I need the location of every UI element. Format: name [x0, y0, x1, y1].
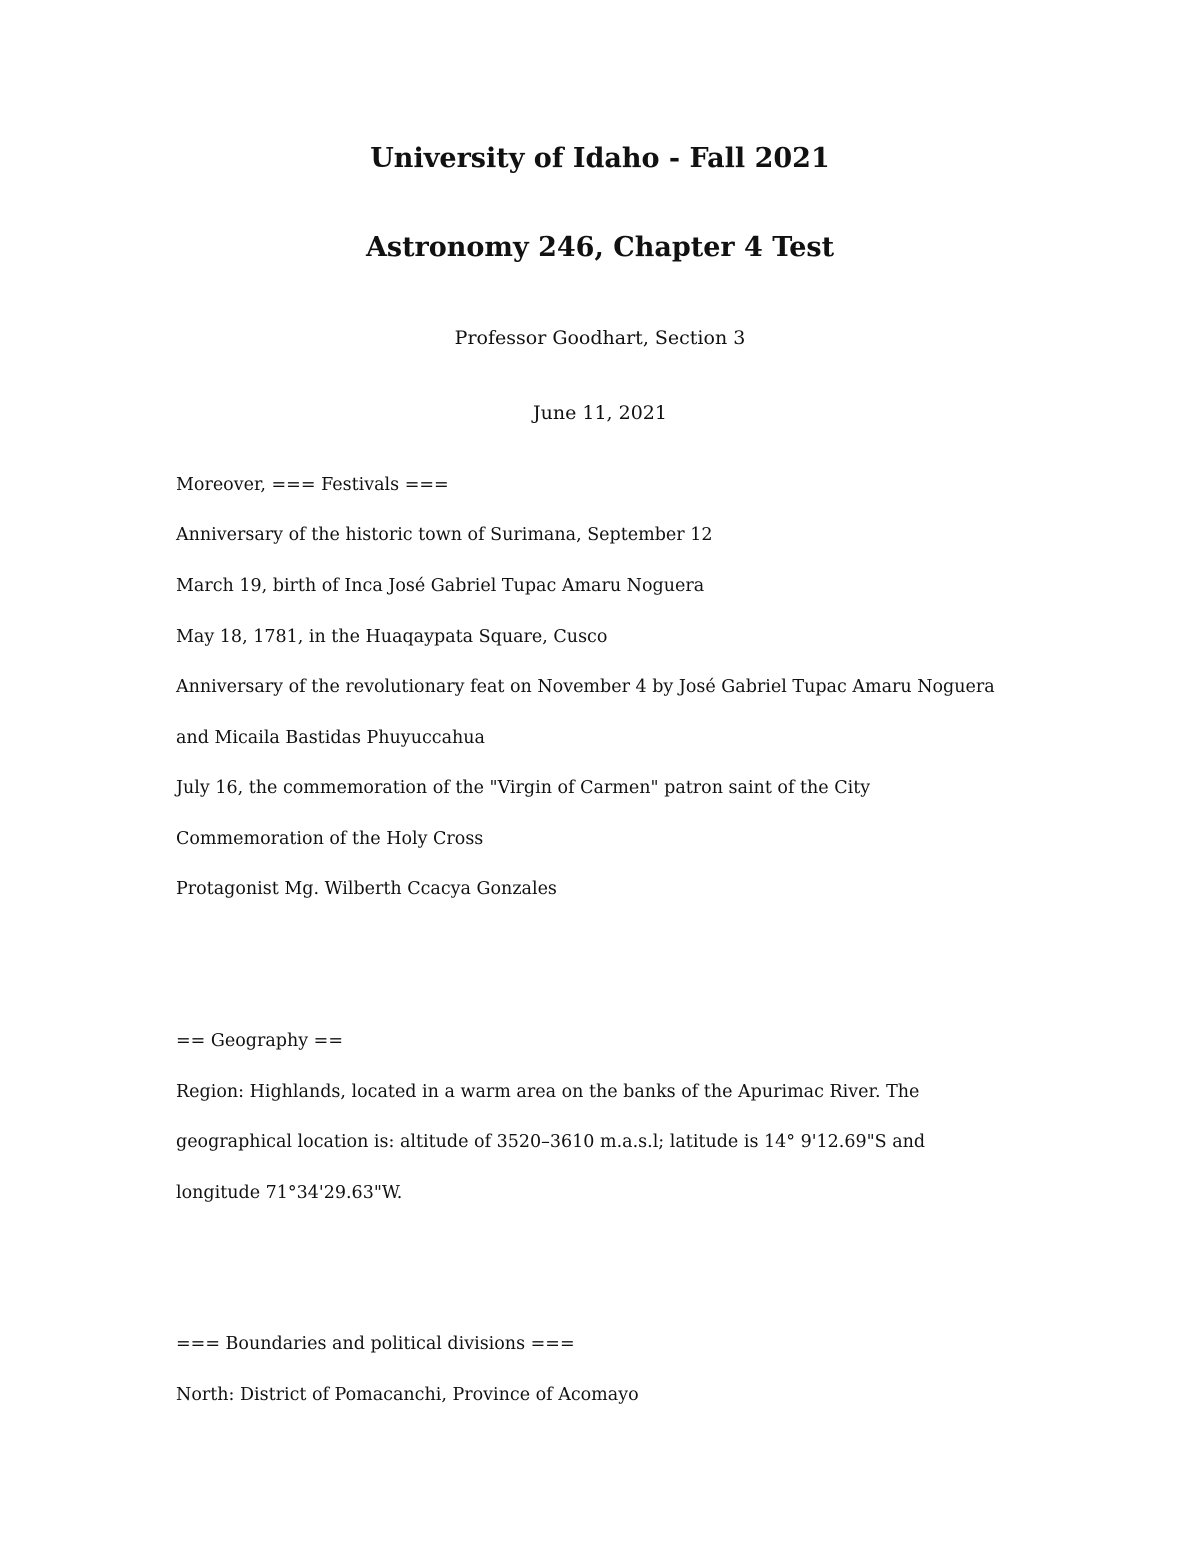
body-line: Commemoration of the Holy Cross [176, 829, 484, 849]
date-line: June 11, 2021 [533, 402, 667, 424]
body-line: May 18, 1781, in the Huaqaypata Square, Cusco [176, 627, 608, 647]
boundaries-heading-line: === Boundaries and political divisions === [176, 1334, 575, 1354]
body-line: Region: Highlands, located in a warm area on the banks of the Apurimac River. The [176, 1082, 920, 1102]
geography-heading-line: == Geography == [176, 1031, 344, 1051]
body-line: geographical location is: altitude of 3520–3610 m.a.s.l; latitude is 14° 9'12.69"S and [176, 1132, 926, 1152]
body-line: Anniversary of the historic town of Surimana, September 12 [176, 525, 713, 545]
body-line: Anniversary of the revolutionary feat on November 4 by José Gabriel Tupac Amaru Noguera [176, 677, 995, 697]
body-line: March 19, birth of Inca José Gabriel Tupac Amaru Noguera [176, 576, 705, 596]
body-line: longitude 71°34'29.63"W. [176, 1183, 403, 1203]
body-line: July 16, the commemoration of the "Virgin of Carmen" patron saint of the City [176, 778, 871, 798]
body-line: and Micaila Bastidas Phuyuccahua [176, 728, 485, 748]
body-line: North: District of Pomacanchi, Province of Acomayo [176, 1385, 639, 1405]
test-title-heading: Astronomy 246, Chapter 4 Test [365, 232, 835, 263]
body-line: Protagonist Mg. Wilberth Ccacya Gonzales [176, 879, 557, 899]
festivals-heading-line: Moreover, === Festivals === [176, 475, 449, 495]
university-heading: University of Idaho - Fall 2021 [370, 143, 830, 174]
professor-line: Professor Goodhart, Section 3 [454, 327, 746, 349]
